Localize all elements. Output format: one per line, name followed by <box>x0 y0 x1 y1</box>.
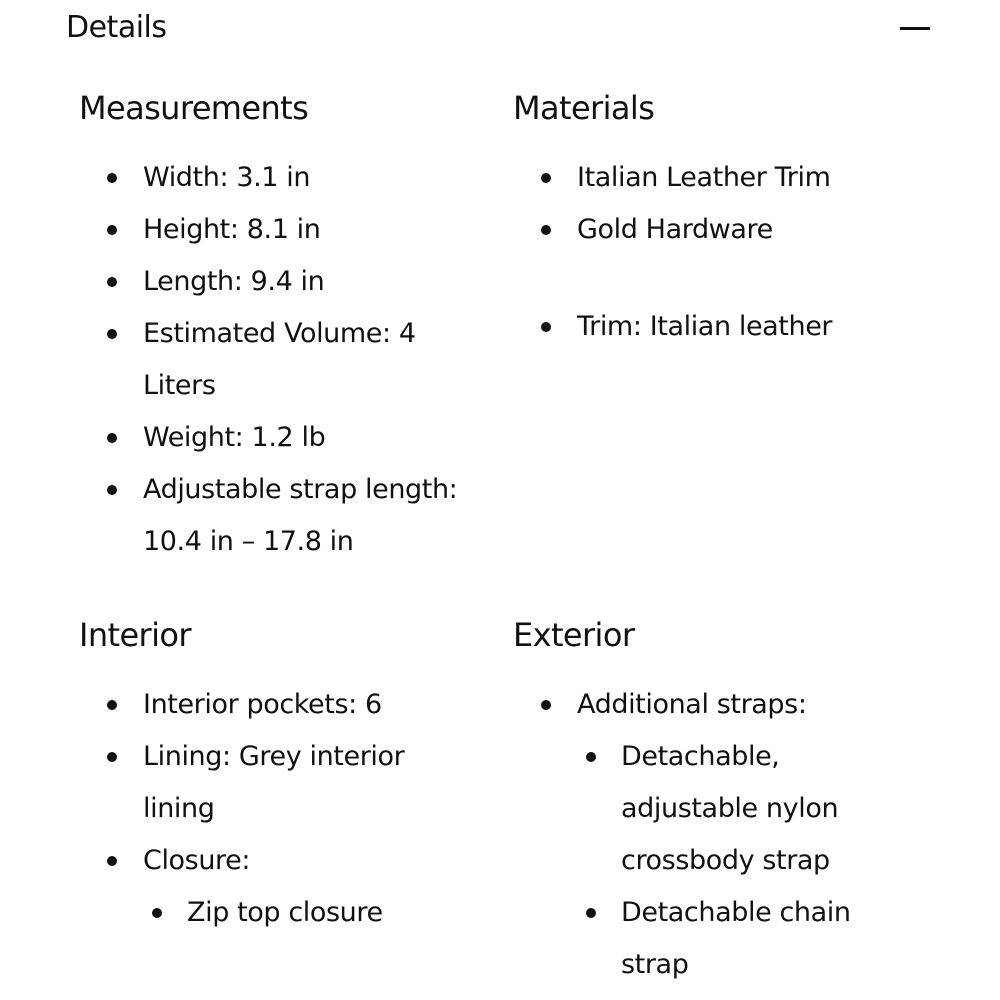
measurements-section <box>79 88 499 568</box>
interior-heading: Interior <box>79 616 191 654</box>
sublist-item: Detachable chain strap <box>577 887 871 991</box>
interior-section <box>79 615 499 939</box>
list-item: Interior pockets: 6 <box>79 679 499 731</box>
materials-section <box>513 88 933 353</box>
list-item: Lining: Grey interior lining <box>79 731 433 835</box>
closure-label: Closure: <box>143 845 251 876</box>
list-item: Length: 9.4 in <box>79 256 499 308</box>
sublist-item: Zip top closure <box>143 887 499 939</box>
list-item <box>79 835 499 939</box>
list-item: Gold Hardware <box>513 204 933 256</box>
list-item: Trim: Italian leather <box>513 301 933 353</box>
minus-icon <box>900 27 930 30</box>
materials-heading: Materials <box>513 89 655 127</box>
list-item: Estimated Volume: 4 Liters <box>79 308 433 412</box>
list-item: Adjustable strap length: 10.4 in – 17.8 in <box>79 464 488 568</box>
sublist-item: Detachable, adjustable nylon crossbody strap <box>577 731 871 887</box>
list-item: Italian Leather Trim <box>513 152 933 204</box>
details-title: Details <box>66 10 167 45</box>
straps-label: Additional straps: <box>577 689 807 720</box>
interior-list <box>79 679 499 939</box>
list-item <box>513 679 933 991</box>
list-item: Height: 8.1 in <box>79 204 499 256</box>
collapse-button[interactable] <box>898 18 932 38</box>
list-item: Width: 3.1 in <box>79 152 499 204</box>
exterior-list <box>513 679 933 991</box>
materials-list <box>513 152 933 353</box>
measurements-list <box>79 152 499 568</box>
closure-sublist <box>143 887 499 939</box>
straps-sublist <box>577 731 933 991</box>
measurements-heading: Measurements <box>79 89 309 127</box>
exterior-section <box>513 615 933 991</box>
exterior-heading: Exterior <box>513 616 635 654</box>
list-item: Weight: 1.2 lb <box>79 412 499 464</box>
details-header[interactable] <box>66 8 930 52</box>
